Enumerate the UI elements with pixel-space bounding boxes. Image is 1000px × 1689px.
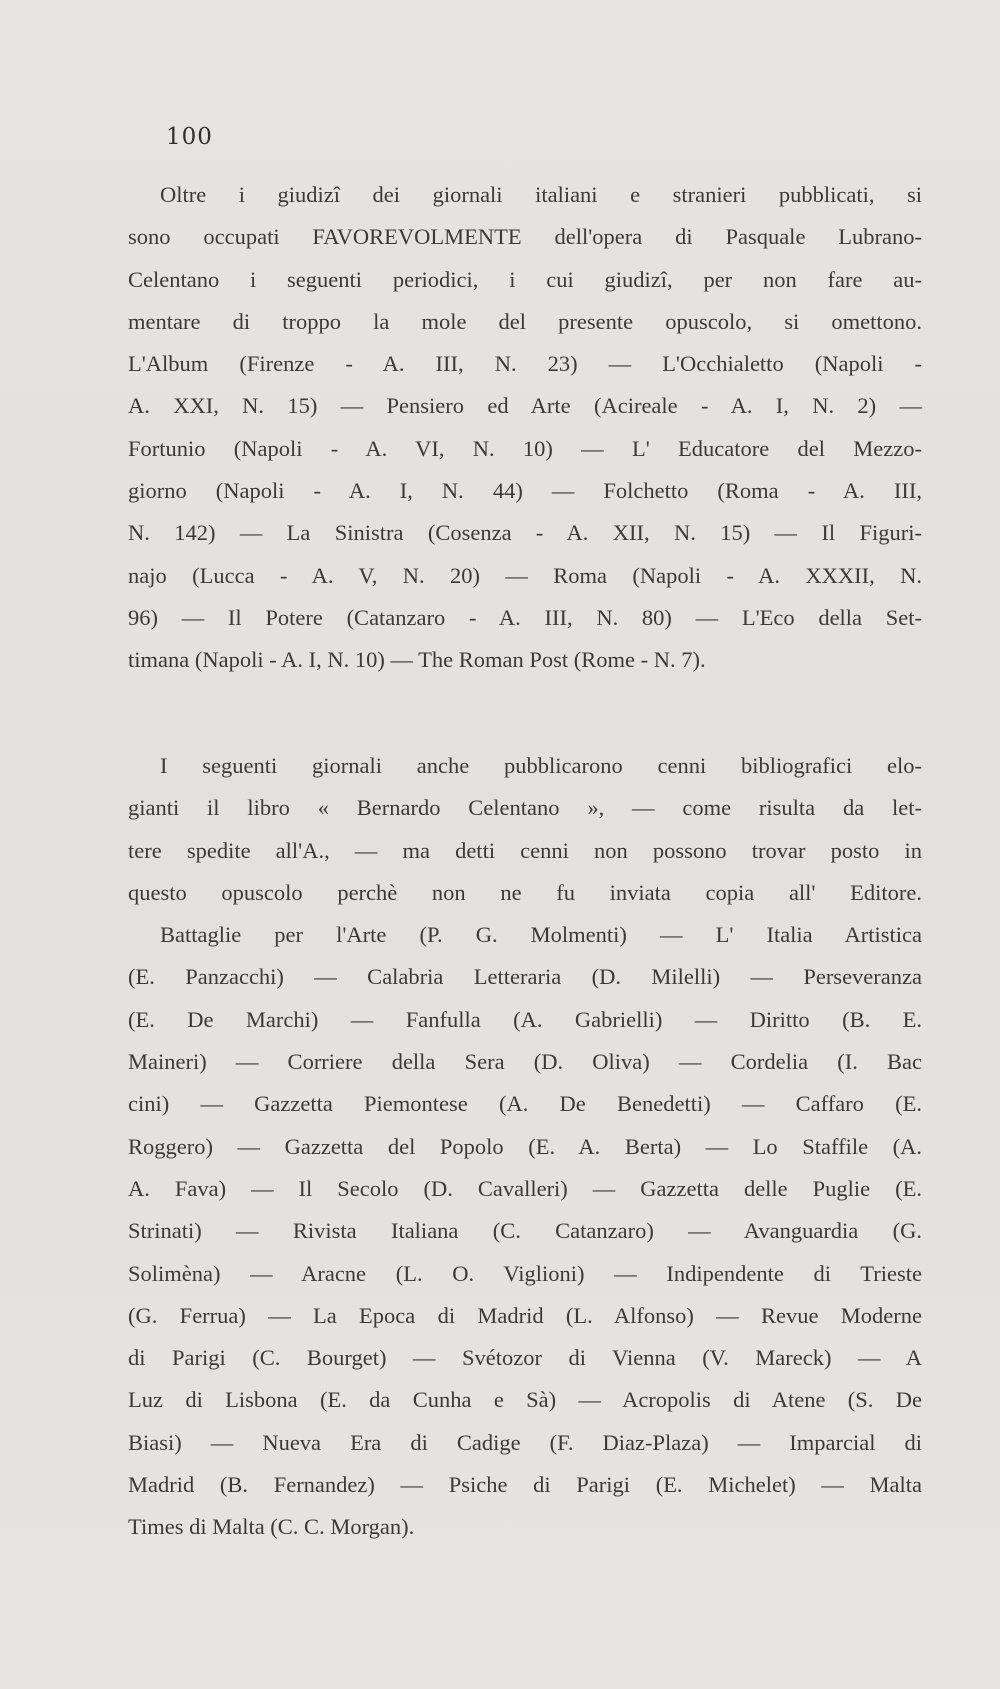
text-line: A. XXI, N. 15) — Pensiero ed Arte (Acireale - A. I, N. 2) — [128,393,922,419]
text-line: Celentano i seguenti periodici, i cui giudizî, per non fare au- [128,266,922,292]
text-line: (G. Ferrua) — La Epoca di Madrid (L. Alfonso) — Revue Moderne [128,1302,922,1328]
text-line: sono occupati FAVOREVOLMENTE dell'opera di Pasquale Lubrano- [128,224,922,250]
text-line: Fortunio (Napoli - A. VI, N. 10) — L' Educatore del Mezzo- [128,435,922,461]
text-line: timana (Napoli - A. I, N. 10) — The Roman Post (Rome - N. 7). [128,647,706,673]
paragraph-newspapers [128,745,922,1549]
text-line: giorno (Napoli - A. I, N. 44) — Folchetto (Roma - A. III, [128,478,922,504]
text-line: Madrid (B. Fernandez) — Psiche di Parigi (E. Michelet) — Malta [128,1472,922,1498]
text-line: Biasi) — Nueva Era di Cadige (F. Diaz-Plaza) — Imparcial di [128,1429,922,1455]
text-line: N. 142) — La Sinistra (Cosenza - A. XII, N. 15) — Il Figuri- [128,520,922,546]
text-line: 96) — Il Potere (Catanzaro - A. III, N. 80) — L'Eco della Set- [128,604,922,630]
text-line: Times di Malta (C. C. Morgan). [128,1514,415,1540]
text-line: Battaglie per l'Arte (P. G. Molmenti) — L' Italia Artistica [160,922,922,948]
text-line: gianti il libro « Bernardo Celentano », — come risulta da let- [128,795,922,821]
page-number: 100 [166,124,213,150]
text-line: L'Album (Firenze - A. III, N. 23) — L'Occhialetto (Napoli - [128,351,922,377]
text-line: tere spedite all'A., — ma detti cenni non possono trovar posto in [128,837,922,863]
text-line: di Parigi (C. Bourget) — Svétozor di Vienna (V. Mareck) — A [128,1345,922,1371]
text-line: najo (Lucca - A. V, N. 20) — Roma (Napoli - A. XXXII, N. [128,562,922,588]
text-line: I seguenti giornali anche pubblicarono cenni bibliografici elo- [160,753,922,778]
text-line: Maineri) — Corriere della Sera (D. Oliva) — Cordelia (I. Bac [128,1049,922,1075]
text-line: (E. De Marchi) — Fanfulla (A. Gabrielli) — Diritto (B. E. [128,1006,922,1032]
text-line: mentare di troppo la mole del presente opuscolo, si omettono. [128,308,922,334]
text-line: (E. Panzacchi) — Calabria Letteraria (D. Milelli) — Perseveranza [128,964,922,990]
text-line: A. Fava) — Il Secolo (D. Cavalleri) — Gazzetta delle Puglie (E. [128,1175,922,1201]
text-line: cini) — Gazzetta Piemontese (A. De Benedetti) — Caffaro (E. [128,1091,922,1117]
text-line: questo opuscolo perchè non ne fu inviata copia all' Editore. [128,879,922,905]
text-line: Solimèna) — Aracne (L. O. Viglioni) — Indipendente di Trieste [128,1260,922,1286]
text-line: Oltre i giudizî dei giornali italiani e stranieri pubblicati, si [160,182,922,207]
text-line: Strinati) — Rivista Italiana (C. Catanzaro) — Avanguardia (G. [128,1218,922,1244]
text-line: Luz di Lisbona (E. da Cunha e Sà) — Acropolis di Atene (S. De [128,1387,922,1413]
text-line: Roggero) — Gazzetta del Popolo (E. A. Berta) — Lo Staffile (A. [128,1133,922,1159]
paragraph-periodicals [128,174,922,682]
